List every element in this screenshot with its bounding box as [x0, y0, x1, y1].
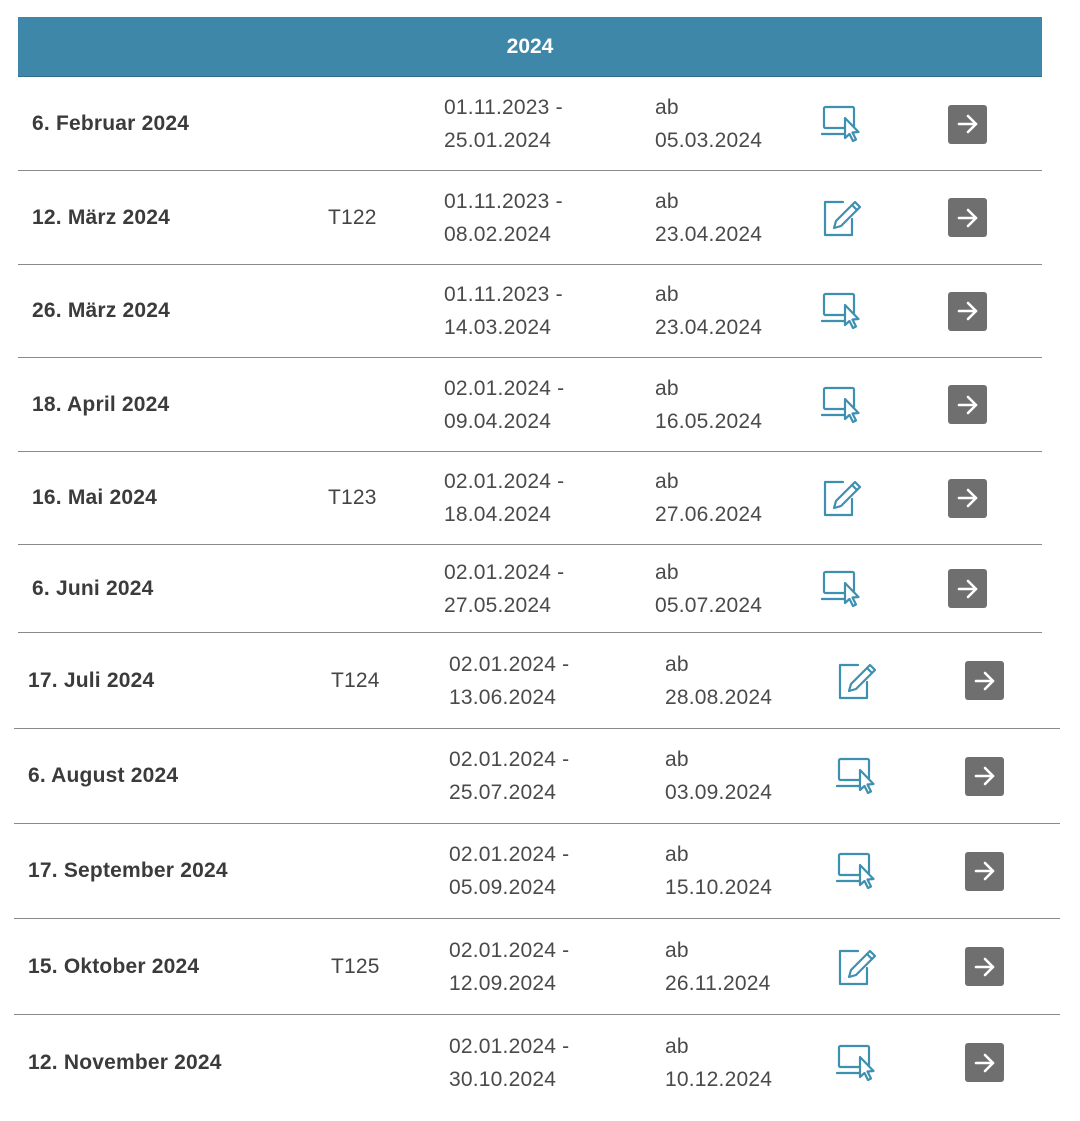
results-available: [655, 545, 762, 632]
exam-type-cell: [821, 545, 863, 632]
registration-period: [444, 358, 564, 451]
registration-period: [449, 729, 569, 823]
results-available: [665, 1015, 772, 1110]
details-arrow-button[interactable]: [965, 852, 1004, 891]
results-available-prefix: ab: [665, 1034, 689, 1058]
table-row: [14, 919, 1060, 1015]
exam-type-cell: [821, 265, 863, 357]
year-header-label: 2024: [506, 34, 554, 58]
edit-icon: [836, 947, 878, 987]
results-available-date: 10.12.2024: [665, 1067, 773, 1091]
registration-period: [444, 452, 564, 544]
exam-type-cell: [821, 358, 863, 451]
registration-period: [449, 1015, 569, 1110]
details-arrow-button[interactable]: [948, 198, 987, 237]
arrow-right-icon: [974, 1053, 996, 1073]
arrow-right-icon: [974, 861, 996, 881]
details-arrow-button[interactable]: [965, 1043, 1004, 1082]
details-button-cell: [948, 452, 987, 544]
registration-period-end: 09.04.2024: [444, 409, 552, 433]
details-button-cell: [948, 358, 987, 451]
arrow-right-icon: [957, 488, 979, 508]
registration-period-start: 02.01.2024 -: [449, 652, 570, 676]
details-button-cell: [948, 265, 987, 357]
results-available: [655, 78, 762, 170]
results-available-date: 15.10.2024: [665, 876, 773, 899]
details-button-cell: [965, 1015, 1004, 1110]
table-row: [18, 452, 1042, 545]
table-row: [14, 729, 1060, 824]
table-row: [14, 1015, 1060, 1110]
registration-period-end: 27.05.2024: [444, 593, 552, 617]
results-available-prefix: ab: [655, 376, 679, 400]
computer-cursor-icon: [821, 569, 863, 609]
results-available-prefix: ab: [665, 652, 689, 676]
results-available-prefix: ab: [665, 843, 689, 866]
exam-type-cell: [836, 919, 878, 1014]
computer-cursor-icon: [836, 756, 878, 796]
details-arrow-button[interactable]: [965, 757, 1004, 796]
results-available-prefix: ab: [655, 560, 679, 584]
results-available-date: 23.04.2024: [655, 222, 763, 246]
results-available-prefix: ab: [655, 283, 679, 306]
exam-date: 12. März 2024: [32, 205, 171, 229]
registration-period-start: 02.01.2024 -: [449, 843, 570, 866]
table-row: [18, 265, 1042, 358]
results-available-date: 03.09.2024: [665, 781, 773, 804]
arrow-right-icon: [974, 766, 996, 786]
registration-period: [449, 633, 569, 728]
results-available: [655, 171, 762, 264]
arrow-right-icon: [957, 579, 979, 599]
results-available: [655, 265, 762, 357]
exam-date: 6. Juni 2024: [32, 576, 154, 600]
table-row: [14, 633, 1060, 729]
registration-period-end: 30.10.2024: [449, 1067, 557, 1091]
computer-cursor-icon: [836, 851, 878, 891]
edit-icon: [821, 198, 863, 238]
registration-period-end: 14.03.2024: [444, 316, 552, 339]
registration-period: [449, 919, 569, 1014]
exam-type-cell: [836, 824, 878, 918]
exam-code: T123: [328, 486, 377, 509]
exam-date: 17. Juli 2024: [28, 668, 155, 692]
details-arrow-button[interactable]: [948, 479, 987, 518]
details-button-cell: [965, 919, 1004, 1014]
registration-period: [444, 545, 564, 632]
details-arrow-button[interactable]: [965, 947, 1004, 986]
details-arrow-button[interactable]: [948, 292, 987, 331]
registration-period-start: 02.01.2024 -: [444, 470, 565, 493]
registration-period: [444, 265, 563, 357]
details-button-cell: [948, 78, 987, 170]
arrow-right-icon: [974, 671, 996, 691]
exam-code: T122: [328, 205, 377, 229]
results-available-date: 27.06.2024: [655, 503, 763, 526]
exam-date: 17. September 2024: [28, 859, 228, 882]
exam-date: 6. August 2024: [28, 764, 179, 787]
registration-period: [444, 78, 563, 170]
exam-code: T125: [331, 954, 380, 978]
details-arrow-button[interactable]: [948, 105, 987, 144]
arrow-right-icon: [957, 301, 979, 321]
registration-period-end: 13.06.2024: [449, 685, 557, 709]
registration-period-end: 12.09.2024: [449, 971, 557, 995]
table-row: [14, 824, 1060, 919]
results-available: [665, 633, 772, 728]
arrow-right-icon: [957, 208, 979, 228]
computer-cursor-icon: [836, 1043, 878, 1083]
results-available-date: 23.04.2024: [655, 316, 763, 339]
exam-type-cell: [836, 729, 878, 823]
results-available-prefix: ab: [665, 938, 689, 962]
results-available: [665, 729, 772, 823]
table-row: [18, 358, 1042, 452]
results-available: [665, 824, 772, 918]
table-row: [18, 545, 1042, 633]
results-available-prefix: ab: [655, 96, 679, 119]
arrow-right-icon: [974, 957, 996, 977]
registration-period-end: 05.09.2024: [449, 876, 557, 899]
registration-period-start: 02.01.2024 -: [449, 748, 570, 771]
exam-date: 15. Oktober 2024: [28, 954, 200, 978]
computer-cursor-icon: [821, 291, 863, 331]
edit-icon: [821, 478, 863, 518]
exam-type-cell: [836, 633, 878, 728]
edit-icon: [836, 661, 878, 701]
exam-date: 26. März 2024: [32, 299, 171, 322]
results-available-prefix: ab: [655, 470, 679, 493]
details-arrow-button[interactable]: [948, 385, 987, 424]
registration-period: [449, 824, 569, 918]
table-row: [18, 171, 1042, 265]
exam-date: 18. April 2024: [32, 392, 170, 416]
details-button-cell: [948, 545, 987, 632]
registration-period: [444, 171, 563, 264]
details-arrow-button[interactable]: [948, 569, 987, 608]
computer-cursor-icon: [821, 385, 863, 425]
registration-period-start: 01.11.2023 -: [444, 283, 563, 306]
results-available-date: 26.11.2024: [665, 971, 771, 995]
exam-type-cell: [821, 78, 863, 170]
results-available: [665, 919, 771, 1014]
arrow-right-icon: [957, 395, 979, 415]
exam-date: 12. November 2024: [28, 1050, 222, 1074]
exam-type-cell: [821, 452, 863, 544]
registration-period-end: 25.01.2024: [444, 129, 552, 152]
results-available-date: 05.07.2024: [655, 593, 763, 617]
registration-period-end: 25.07.2024: [449, 781, 557, 804]
registration-period-start: 02.01.2024 -: [449, 938, 570, 962]
exam-type-cell: [836, 1015, 878, 1110]
registration-period-start: 02.01.2024 -: [444, 376, 565, 400]
registration-period-start: 01.11.2023 -: [444, 96, 563, 119]
computer-cursor-icon: [821, 104, 863, 144]
results-available-prefix: ab: [665, 748, 689, 771]
results-available: [655, 358, 762, 451]
details-button-cell: [965, 824, 1004, 918]
registration-period-start: 02.01.2024 -: [449, 1034, 570, 1058]
exam-date: 6. Februar 2024: [32, 112, 190, 135]
registration-period-start: 02.01.2024 -: [444, 560, 565, 584]
results-available-prefix: ab: [655, 189, 679, 213]
results-available-date: 05.03.2024: [655, 129, 763, 152]
details-button-cell: [965, 729, 1004, 823]
registration-period-end: 08.02.2024: [444, 222, 552, 246]
results-available-date: 16.05.2024: [655, 409, 763, 433]
details-button-cell: [965, 633, 1004, 728]
registration-period-end: 18.04.2024: [444, 503, 552, 526]
arrow-right-icon: [957, 114, 979, 134]
exam-date: 16. Mai 2024: [32, 486, 157, 509]
results-available-date: 28.08.2024: [665, 685, 773, 709]
table-row: [18, 78, 1042, 171]
exam-type-cell: [821, 171, 863, 264]
results-available: [655, 452, 762, 544]
details-arrow-button[interactable]: [965, 661, 1004, 700]
details-button-cell: [948, 171, 987, 264]
registration-period-start: 01.11.2023 -: [444, 189, 563, 213]
exam-code: T124: [331, 668, 380, 692]
